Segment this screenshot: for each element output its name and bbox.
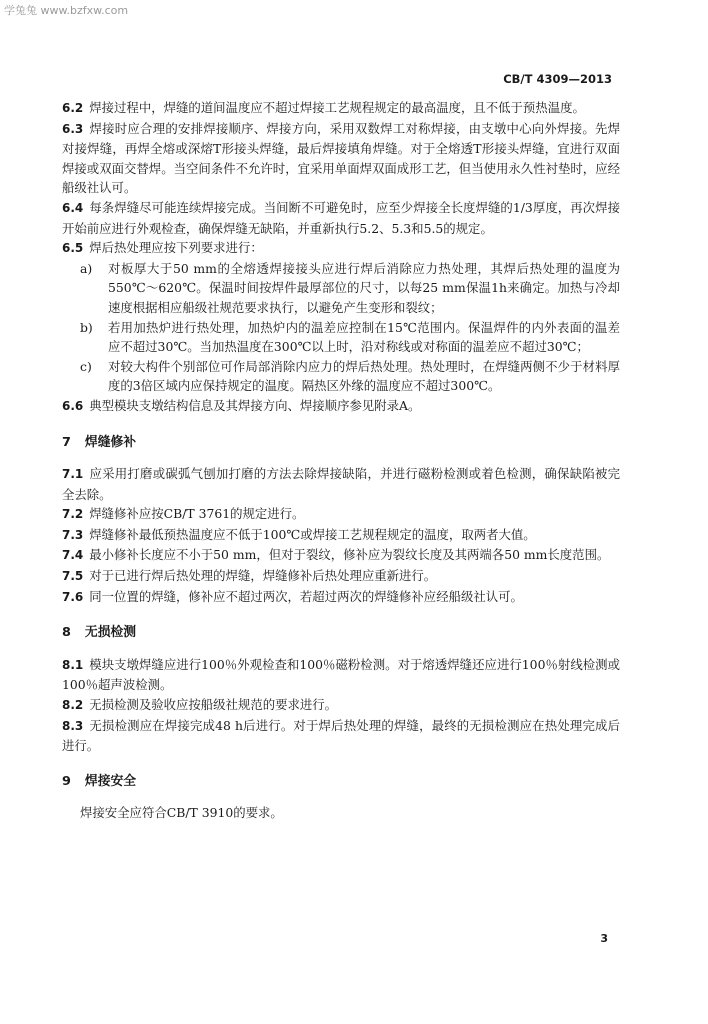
clause-8-1 (62, 655, 620, 695)
clause-number: 6.2 (62, 101, 84, 115)
clause-text: 焊接时应合理的安排焊接顺序、焊接方向，采用双数焊工对称焊接，由支墩中心向外焊接。先焊对接焊缝，再焊全熔或深熔T形接头焊缝，最后焊接填角焊缝。对于全熔透T形接头焊缝，宜进行双面焊接或双面交替焊。当空间条件不允许时，宜采用单面焊双面成形工艺，但当使用永久性衬垫时，应经船级社认可。 (62, 120, 620, 196)
clause-7-3 (62, 525, 620, 546)
list-item-a (62, 259, 620, 318)
clause-number: 7.5 (62, 569, 84, 584)
clause-9-text: 焊接安全应符合CB/T 3910的要求。 (80, 805, 283, 821)
clause-number: 7.3 (62, 527, 84, 542)
clause-7-6 (62, 587, 620, 608)
clause-6-6 (62, 396, 620, 417)
clause-number: 8.2 (62, 698, 84, 713)
section-number: 9 (62, 773, 71, 789)
clause-text: 无损检测应在焊接完成48 h后进行。对于焊后热处理的焊缝，最终的无损检测应在热处理完成后进行。 (62, 717, 620, 754)
clause-text: 典型模块支墩结构信息及其焊接方向、焊接顺序参见附录A。 (89, 397, 421, 413)
list-marker: a) (80, 260, 93, 276)
section-heading-7 (62, 433, 620, 453)
clause-text: 焊接过程中，焊缝的道间温度应不超过焊接工艺规程规定的最高温度，且不低于预热温度。 (89, 100, 585, 115)
section-title: 无损检测 (84, 625, 137, 641)
clause-number: 6.3 (62, 121, 84, 136)
clause-number: 7.2 (62, 507, 84, 522)
clause-number: 7.4 (62, 548, 84, 563)
clause-text: 每条焊缝尽可能连续焊接完成。当间断不可避免时，应至少焊接全长度焊缝的1/3厚度，再次焊接开始前应进行外观检查，确保焊缝无缺陷，并重新执行5.2、5.3和5.5的规定。 (62, 199, 620, 236)
clause-6-3 (62, 119, 620, 198)
section-title: 焊接安全 (84, 773, 137, 789)
section-heading-8 (62, 623, 620, 643)
clause-number: 8.3 (62, 718, 84, 733)
standard-code: CB/T 4309—2013 (503, 72, 612, 86)
clause-number: 7.6 (62, 589, 84, 604)
clause-7-5 (62, 566, 620, 587)
clause-6-2 (62, 98, 620, 119)
section-title: 焊缝修补 (84, 434, 137, 450)
clause-number: 6.5 (62, 241, 84, 256)
clause-text: 无损检测及验收应按船级社规范的要求进行。 (89, 697, 338, 713)
clause-text: 最小修补长度应不小于50 mm，但对于裂纹，修补应为裂纹长度及其两端各50 mm长度范围。 (89, 547, 610, 563)
site-watermark: 学兔兔 www.bzfxw.com (4, 4, 129, 17)
clause-number: 6.6 (62, 398, 84, 413)
clause-7-2 (62, 504, 620, 525)
list-text: 对较大构件个别部位可作局部消除内应力的焊后热处理。热处理时，在焊缝两侧不少于材料厚度的3倍区域内应保持规定的温度。隔热区外缘的温度应不超过300℃。 (108, 358, 620, 394)
page-number: 3 (600, 932, 608, 945)
section-heading-9 (62, 772, 620, 792)
clause-6-5 (62, 238, 620, 259)
clause-number: 6.4 (62, 200, 84, 215)
clause-text: 模块支墩焊缝应进行100％外观检查和100％磁粉检测。对于熔透焊缝还应进行100％射线检测或100％超声波检测。 (62, 656, 620, 693)
list-text: 若用加热炉进行热处理，加热炉内的温差应控制在15℃范围内。保温焊件的内外表面的温差应不超过30℃。当加热温度在300℃以上时，沿对称线或对称面的温差应不超过30℃； (108, 319, 620, 355)
list-marker: c) (80, 358, 92, 374)
clause-text: 同一位置的焊缝，修补应不超过两次，若超过两次的焊缝修补应经船级社认可。 (89, 588, 523, 604)
clause-text: 焊缝修补应按CB/T 3761的规定进行。 (89, 506, 305, 522)
document-body (62, 98, 620, 823)
clause-7-1 (62, 464, 620, 504)
list-item-c (62, 357, 620, 396)
clause-8-3 (62, 716, 620, 756)
clause-text: 应采用打磨或碳弧气刨加打磨的方法去除焊接缺陷，并进行磁粉检测或着色检测，确保缺陷被完全去除。 (62, 466, 620, 502)
list-item-b (62, 318, 620, 357)
clause-6-4 (62, 198, 620, 238)
clause-number: 7.1 (62, 467, 84, 482)
clause-8-2 (62, 695, 620, 716)
clause-text: 焊后热处理应按下列要求进行： (89, 240, 263, 256)
clause-text: 焊缝修补最低预热温度应不低于100℃或焊接工艺规程规定的温度，取两者大值。 (89, 526, 536, 542)
clause-text: 对于已进行焊后热处理的焊缝，焊缝修补后热处理应重新进行。 (89, 568, 437, 584)
list-text: 对板厚大于50 mm的全熔透焊接接头应进行焊后消除应力热处理，其焊后热处理的温度为550℃～620℃。保温时间按焊件最厚部位的尺寸，以每25 mm保温1h来确定。加热与冷却速度根据相应船级社规范要求执行，以避免产生变形和裂纹； (108, 260, 620, 315)
clause-number: 8.1 (62, 657, 84, 672)
section-number: 8 (62, 625, 71, 641)
list-marker: b) (80, 319, 93, 335)
section-number: 7 (62, 434, 71, 450)
clause-7-4 (62, 545, 620, 566)
